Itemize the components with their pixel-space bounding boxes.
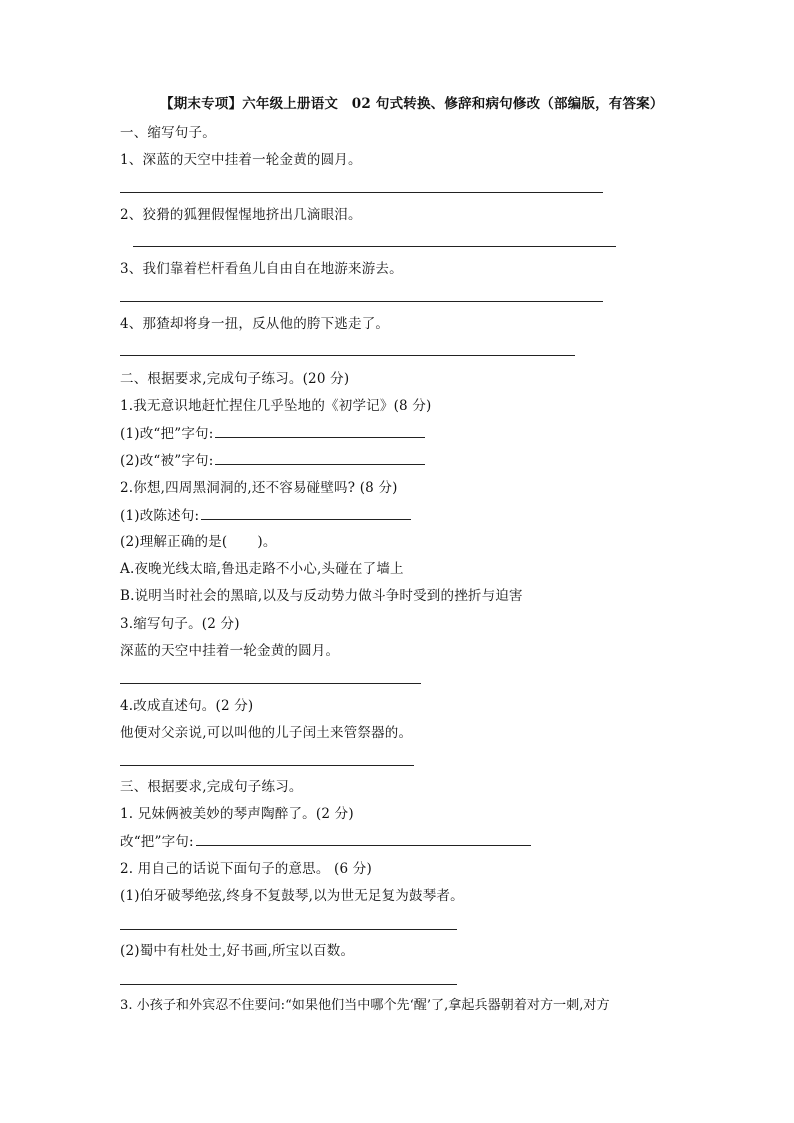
answer-line	[120, 984, 457, 985]
s2-q4-sentence: 他便对父亲说,可以叫他的儿子闰土来管祭器的。	[120, 725, 413, 741]
s2-q2b-prefix: (2)理解正确的是(	[120, 534, 228, 550]
s3-q1a-label: 改“把”字句:	[120, 834, 194, 850]
s3-q1-part-a	[120, 832, 531, 851]
s3-question-3: 3. 小孩子和外宾忍不住要问:“如果他们当中哪个先‘醒’了,拿起兵器朝着对方一刺,对方	[120, 998, 610, 1013]
s1-question-1: 1、深蓝的天空中挂着一轮金黄的圆月。	[120, 152, 362, 168]
answer-line	[215, 451, 425, 465]
s2-q2a-label: (1)改陈述句:	[120, 508, 200, 524]
answer-line	[120, 765, 414, 766]
answer-line	[120, 683, 421, 684]
answer-line	[120, 355, 575, 356]
s2-q2-part-a	[120, 506, 411, 525]
answer-line	[215, 424, 425, 438]
answer-line	[120, 192, 603, 193]
s2-q2-part-b	[120, 533, 277, 551]
s2-question-3: 3.缩写句子。(2 分)	[120, 616, 240, 632]
s2-q1b-label: (2)改“被”字句:	[120, 453, 214, 469]
s3-q2-part-b: (2)蜀中有杜处士,好书画,所宝以百数。	[120, 943, 355, 959]
s1-question-3: 3、我们靠着栏杆看鱼儿自由自在地游来游去。	[120, 261, 403, 277]
answer-line	[120, 301, 603, 302]
answer-line	[120, 929, 457, 930]
section-2-heading: 二、根据要求,完成句子练习。(20 分)	[120, 371, 350, 387]
s3-question-1: 1. 兄妹俩被美妙的琴声陶醉了。(2 分)	[120, 806, 354, 822]
s2-option-b: B.说明当时社会的黑暗,以及与反动势力做斗争时受到的挫折与迫害	[120, 588, 523, 604]
s2-q1-part-b	[120, 451, 425, 470]
section-1-heading: 一、缩写句子。	[120, 125, 216, 141]
answer-line	[201, 506, 411, 520]
s2-q2b-suffix: )。	[257, 534, 277, 550]
s3-q2-part-a: (1)伯牙破琴绝弦,终身不复鼓琴,以为世无足复为鼓琴者。	[120, 888, 464, 904]
s2-q1a-label: (1)改“把”字句:	[120, 426, 214, 442]
s2-q3-sentence: 深蓝的天空中挂着一轮金黄的圆月。	[120, 643, 340, 659]
answer-line	[196, 832, 531, 846]
s1-question-2: 2、狡猾的狐狸假惺惺地挤出几滴眼泪。	[120, 207, 362, 223]
s2-question-1: 1.我无意识地赶忙捏住几乎坠地的《初学记》(8 分)	[120, 398, 432, 414]
s1-question-4: 4、那猹却将身一扭，反从他的胯下逃走了。	[120, 316, 390, 332]
s2-q1-part-a	[120, 424, 425, 443]
s2-question-2: 2.你想,四周黑洞洞的,还不容易碰壁吗? (8 分)	[120, 480, 398, 496]
page-title: 【期末专项】六年级上册语文 02 句式转换、修辞和病句修改（部编版，有答案）	[160, 96, 664, 112]
s2-option-a: A.夜晚光线太暗,鲁迅走路不小心,头碰在了墙上	[120, 561, 404, 577]
section-3-heading: 三、根据要求,完成句子练习。	[120, 779, 303, 795]
s3-question-2: 2. 用自己的话说下面句子的意思。 (6 分)	[120, 861, 372, 877]
answer-line	[133, 246, 616, 247]
s2-question-4: 4.改成直述句。(2 分)	[120, 698, 254, 714]
